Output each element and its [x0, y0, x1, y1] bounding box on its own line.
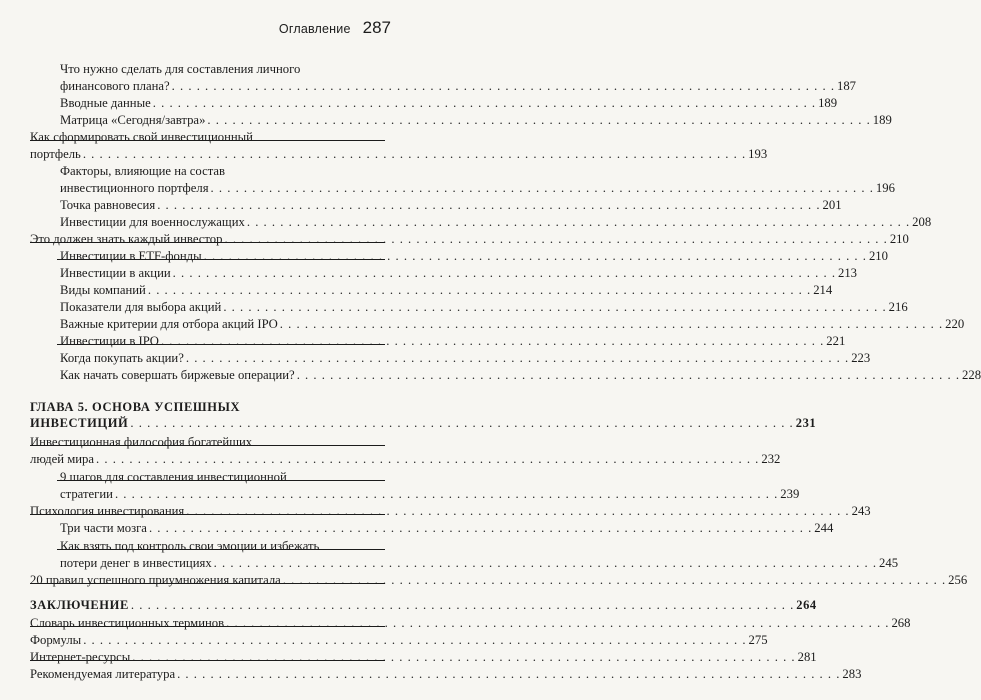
toc-entry-title: Три части мозга [60, 521, 147, 535]
toc-page-number: 231 [795, 416, 817, 430]
toc-page-number: 275 [748, 633, 768, 647]
toc-entry-title: финансового плана? [60, 79, 170, 93]
toc-entry[interactable] [30, 130, 385, 145]
toc-page-number: 283 [842, 667, 862, 681]
toc-entry[interactable] [60, 62, 385, 77]
toc-page-number: 210 [889, 232, 909, 246]
toc-entry[interactable] [30, 598, 817, 613]
toc-entry-title: 9 шагов для составления инвестиционной [60, 470, 287, 484]
dot-leader: . . . . . . . . . . . . . . . . . . . . . . . . . . . . . . . . . . . . . . . . . . . . . . . . . . . . . . . . . . . . . . . . . . . . . . . . . . . . . . . . [96, 452, 760, 466]
toc-page-number: 264 [796, 598, 817, 612]
toc-entry[interactable] [60, 470, 385, 485]
chapter-title: ЗАКЛЮЧЕНИЕ [30, 598, 129, 612]
dot-leader: . . . . . . . . . . . . . . . . . . . . . . . . . . . . . . . . . . . . . . . . . . . . . . . . . . . . . . . . . . . . . . . . . . . . . . . . . . . . . . . . [226, 616, 890, 630]
dot-leader: . . . . . . . . . . . . . . . . . . . . . . . . . . . . . . . . . . . . . . . . . . . . . . . . . . . . . . . . . . . . . . . . . . . . . . . . . . . . . . . . [160, 334, 825, 348]
dot-leader: . . . . . . . . . . . . . . . . . . . . . . . . . . . . . . . . . . . . . . . . . . . . . . . . . . . . . . . . . . . . . . . . . . . . . . . . . . . . . . . . [152, 96, 817, 110]
toc-entry-title: Рекомендуемая литература [30, 667, 176, 681]
toc-entry[interactable] [30, 616, 911, 631]
dot-leader: . . . . . . . . . . . . . . . . . . . . . . . . . . . . . . . . . . . . . . . . . . . . . . . . . . . . . . . . . . . . . . . . . . . . . . . . . . . . . . . . [185, 351, 850, 365]
toc-page-number: 193 [748, 147, 768, 161]
toc-entry[interactable] [60, 334, 846, 349]
toc-entry-title: Словарь инвестиционных терминов [30, 616, 225, 630]
toc-entry-title: стратегии [60, 487, 113, 501]
toc-page-number: 201 [822, 198, 842, 212]
toc-entry-title: Факторы, влияющие на состав [60, 164, 226, 178]
dot-leader: . . . . . . . . . . . . . . . . . . . . . . . . . . . . . . . . . . . . . . . . . . . . . . . . . . . . . . . . . . . . . . . . . . . . . . . . . . . . . . . . [177, 667, 841, 681]
dot-leader: . . . . . . . . . . . . . . . . . . . . . . . . . . . . . . . . . . . . . . . . . . . . . . . . . . . . . . . . . . . . . . . . . . . . . . . . . . . . . . . . [172, 266, 836, 280]
toc-page-number: 281 [797, 650, 817, 664]
toc-entry-title: 20 правил успешного приумножения капитала [30, 573, 281, 587]
toc-page-number: 239 [780, 487, 800, 501]
dot-leader: . . . . . . . . . . . . . . . . . . . . . . . . . . . . . . . . . . . . . . . . . . . . . . . . . . . . . . . . . . . . . . . . . . . . . . . . . . . . . . . . [83, 633, 747, 647]
toc-entry[interactable] [60, 198, 842, 213]
toc-entry-title: потери денег в инвестициях [60, 556, 212, 570]
toc-entry[interactable] [60, 79, 857, 94]
toc-page-number: 244 [814, 521, 834, 535]
toc-entry-title: Инвестиции в IPO [60, 334, 159, 348]
dot-leader: . . . . . . . . . . . . . . . . . . . . . . . . . . . . . . . . . . . . . . . . . . . . . . . . . . . . . . . . . . . . . . . . . . . . . . . . . . . . . . . . [210, 181, 874, 195]
toc-entry-title: Интернет-ресурсы [30, 650, 131, 664]
toc-entry[interactable] [30, 452, 781, 467]
toc-entry-title: Инвестиции в ETF-фонды [60, 249, 202, 263]
toc-entry-title: Как сформировать свой инвестиционный [30, 130, 253, 144]
toc-page-number: 221 [826, 334, 846, 348]
toc-entry[interactable] [60, 487, 800, 502]
toc-entry-title: Инвестиции в акции [60, 266, 171, 280]
toc-entry[interactable] [60, 521, 834, 536]
toc-page-number: 189 [818, 96, 838, 110]
toc-entry[interactable] [60, 368, 981, 383]
chapter-title: ГЛАВА 5. ОСНОВА УСПЕШНЫХ [30, 400, 241, 414]
toc-entry-title: Инвестиции для военнослужащих [60, 215, 245, 229]
toc-page-number: 256 [948, 573, 968, 587]
dot-leader: . . . . . . . . . . . . . . . . . . . . . . . . . . . . . . . . . . . . . . . . . . . . . . . . . . . . . . . . . . . . . . . . . . . . . . . . . . . . . . . . [147, 283, 812, 297]
dot-leader: . . . . . . . . . . . . . . . . . . . . . . . . . . . . . . . . . . . . . . . . . . . . . . . . . . . . . . . . . . . . . . . . . . . . . . . . . . . . . . . . [203, 249, 867, 263]
toc-entry[interactable] [30, 147, 768, 162]
dot-leader: . . . . . . . . . . . . . . . . . . . . . . . . . . . . . . . . . . . . . . . . . . . . . . . . . . . . . . . . . . . . . . . . . . . . . . . . . . . . . . . . [130, 598, 795, 612]
toc-page-number: 216 [888, 300, 908, 314]
toc-entry[interactable] [60, 181, 895, 196]
toc-entry[interactable] [60, 215, 932, 230]
dot-leader: . . . . . . . . . . . . . . . . . . . . . . . . . . . . . . . . . . . . . . . . . . . . . . . . . . . . . . . . . . . . . . . . . . . . . . . . . . . . . . . . [213, 556, 877, 570]
dot-leader: . . . . . . . . . . . . . . . . . . . . . . . . . . . . . . . . . . . . . . . . . . . . . . . . . . . . . . . . . . . . . . . . . . . . . . . . . . . . . . . . [186, 504, 850, 518]
toc-entry-title: Психология инвестирования [30, 504, 185, 518]
toc-entry[interactable] [60, 300, 908, 315]
toc-page-number: 223 [851, 351, 871, 365]
toc-page-number: 214 [813, 283, 833, 297]
toc-page-number: 245 [879, 556, 899, 570]
toc-entry-title: Показатели для выбора акций [60, 300, 222, 314]
dot-leader: . . . . . . . . . . . . . . . . . . . . . . . . . . . . . . . . . . . . . . . . . . . . . . . . . . . . . . . . . . . . . . . . . . . . . . . . . . . . . . . . [246, 215, 911, 229]
toc-page-number: 213 [837, 266, 858, 280]
toc-entry[interactable] [30, 573, 968, 588]
dot-leader: . . . . . . . . . . . . . . . . . . . . . . . . . . . . . . . . . . . . . . . . . . . . . . . . . . . . . . . . . . . . . . . . . . . . . . . . . . . . . . . . [82, 147, 747, 161]
toc-entry-title: портфель [30, 147, 81, 161]
toc-entry-title: Инвестиционная философия богатейших [30, 435, 253, 449]
toc-entry[interactable] [30, 435, 385, 450]
toc-entry-title: Вводные данные [60, 96, 151, 110]
dot-leader: . . . . . . . . . . . . . . . . . . . . . . . . . . . . . . . . . . . . . . . . . . . . . . . . . . . . . . . . . . . . . . . . . . . . . . . . . . . . . . . . [130, 416, 794, 430]
toc-entry-title: инвестиционного портфеля [60, 181, 209, 195]
dot-leader: . . . . . . . . . . . . . . . . . . . . . . . . . . . . . . . . . . . . . . . . . . . . . . . . . . . . . . . . . . . . . . . . . . . . . . . . . . . . . . . . [207, 113, 871, 127]
toc-entry[interactable] [30, 633, 768, 648]
toc-entry-title: Когда покупать акции? [60, 351, 184, 365]
dot-leader: . . . . . . . . . . . . . . . . . . . . . . . . . . . . . . . . . . . . . . . . . . . . . . . . . . . . . . . . . . . . . . . . . . . . . . . . . . . . . . . . [279, 317, 944, 331]
toc-entry[interactable] [30, 667, 862, 682]
toc-entry-title: Точка равновесия [60, 198, 156, 212]
toc-entry[interactable] [60, 556, 899, 571]
toc-page-number: 189 [872, 113, 892, 127]
toc-entry[interactable] [60, 266, 858, 281]
toc-entry-title: Формулы [30, 633, 82, 647]
toc-entry[interactable] [60, 283, 833, 298]
toc-entry[interactable] [60, 164, 385, 179]
toc-entry-title: Матрица «Сегодня/завтра» [60, 113, 206, 127]
chapter-title: ИНВЕСТИЦИЙ [30, 416, 129, 430]
toc-entry[interactable] [30, 416, 817, 431]
toc-entry-title: Что нужно сделать для составления личного [60, 62, 301, 76]
toc-page-number: 228 [962, 368, 981, 382]
toc-entry[interactable] [30, 650, 817, 665]
toc-page-number: 187 [836, 79, 857, 93]
toc-entry[interactable] [60, 351, 871, 366]
dot-leader: . . . . . . . . . . . . . . . . . . . . . . . . . . . . . . . . . . . . . . . . . . . . . . . . . . . . . . . . . . . . . . . . . . . . . . . . . . . . . . . . [157, 198, 821, 212]
toc-entry[interactable] [60, 96, 838, 111]
dot-leader: . . . . . . . . . . . . . . . . . . . . . . . . . . . . . . . . . . . . . . . . . . . . . . . . . . . . . . . . . . . . . . . . . . . . . . . . . . . . . . . . [132, 650, 796, 664]
toc-page-number: 196 [875, 181, 895, 195]
toc-entry-title: Это должен знать каждый инвестор [30, 232, 223, 246]
toc-entry[interactable] [60, 249, 888, 264]
toc-entry-title: Важные критерии для отбора акций IPO [60, 317, 278, 331]
toc-entry[interactable] [30, 504, 871, 519]
toc-page-number: 220 [945, 317, 965, 331]
toc-entry[interactable] [30, 232, 909, 247]
toc-entry-title: Как начать совершать биржевые операции? [60, 368, 295, 382]
dot-leader: . . . . . . . . . . . . . . . . . . . . . . . . . . . . . . . . . . . . . . . . . . . . . . . . . . . . . . . . . . . . . . . . . . . . . . . . . . . . . . . . [171, 79, 835, 93]
toc-page-number: 243 [851, 504, 871, 518]
dot-leader: . . . . . . . . . . . . . . . . . . . . . . . . . . . . . . . . . . . . . . . . . . . . . . . . . . . . . . . . . . . . . . . . . . . . . . . . . . . . . . . . [114, 487, 779, 501]
toc-entry-title: людей мира [30, 452, 95, 466]
toc-entry-title: Виды компаний [60, 283, 146, 297]
dot-leader: . . . . . . . . . . . . . . . . . . . . . . . . . . . . . . . . . . . . . . . . . . . . . . . . . . . . . . . . . . . . . . . . . . . . . . . . . . . . . . . . [296, 368, 961, 382]
dot-leader: . . . . . . . . . . . . . . . . . . . . . . . . . . . . . . . . . . . . . . . . . . . . . . . . . . . . . . . . . . . . . . . . . . . . . . . . . . . . . . . . [148, 521, 813, 535]
toc-entry-title: Как взять под контроль свои эмоции и избежать [60, 539, 320, 553]
page-number: 287 [362, 18, 391, 37]
toc-page-number: 208 [912, 215, 932, 229]
toc-entry[interactable] [60, 113, 892, 128]
dot-leader: . . . . . . . . . . . . . . . . . . . . . . . . . . . . . . . . . . . . . . . . . . . . . . . . . . . . . . . . . . . . . . . . . . . . . . . . . . . . . . . . [223, 300, 887, 314]
toc-page-number: 210 [868, 249, 888, 263]
dot-leader: . . . . . . . . . . . . . . . . . . . . . . . . . . . . . . . . . . . . . . . . . . . . . . . . . . . . . . . . . . . . . . . . . . . . . . . . . . . . . . . . [282, 573, 947, 587]
toc-page-number: 268 [891, 616, 911, 630]
toc-entry[interactable] [60, 317, 965, 332]
header-title: Оглавление [278, 22, 351, 36]
toc-entry[interactable] [60, 539, 385, 554]
toc-page-number: 232 [761, 452, 781, 466]
dot-leader: . . . . . . . . . . . . . . . . . . . . . . . . . . . . . . . . . . . . . . . . . . . . . . . . . . . . . . . . . . . . . . . . . . . . . . . . . . . . . . . . [224, 232, 888, 246]
toc-entry[interactable] [30, 400, 385, 415]
